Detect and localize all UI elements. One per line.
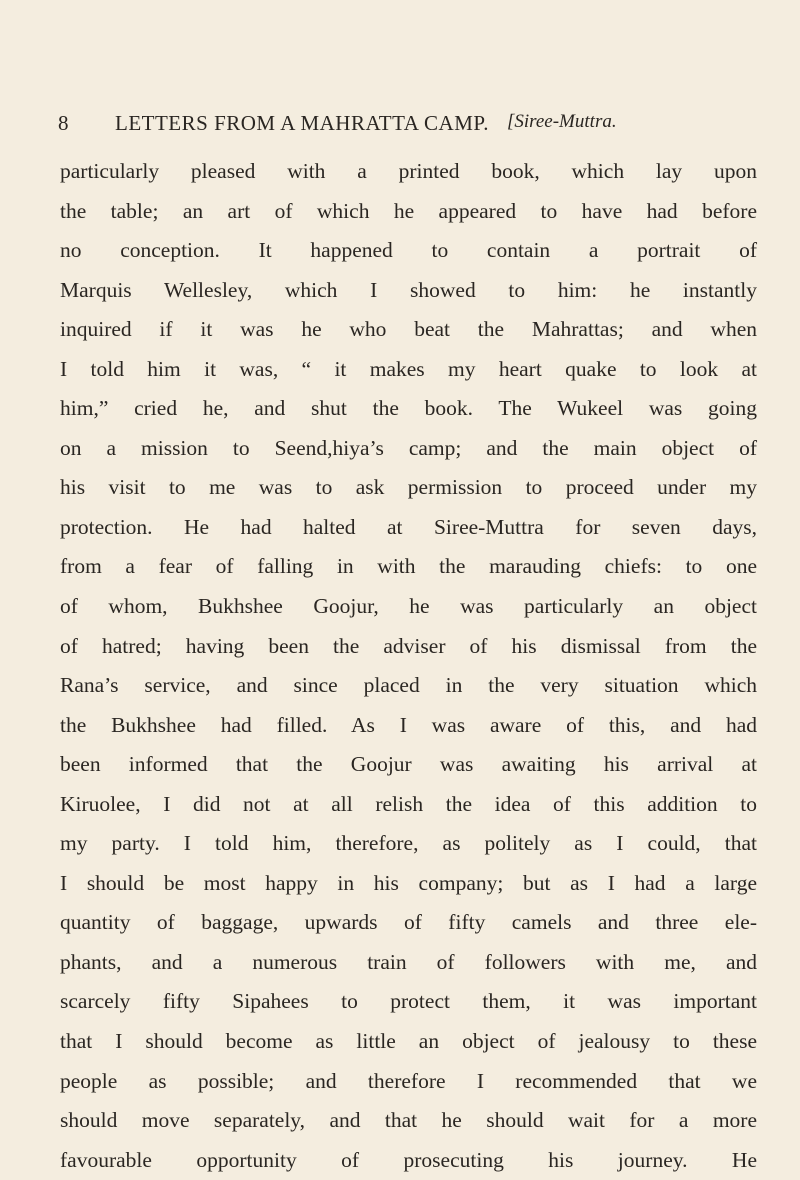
text-line: Marquis Wellesley, which I showed to him: he instantly [60, 277, 757, 302]
text-line: been informed that the Goojur was awaiting his arrival at [60, 752, 757, 777]
text-line: of hatred; having been the adviser of his dismissal from the [60, 633, 757, 658]
page-number: 8 [58, 111, 69, 135]
text-line: him,” cried he, and shut the book. The Wukeel was going [60, 396, 757, 421]
text-line: the table; an art of which he appeared to have had before [60, 198, 757, 223]
running-head [58, 111, 758, 141]
running-place: [Siree-Muttra. [507, 111, 617, 132]
text-line: inquired if it was he who beat the Mahrattas; and when [60, 317, 757, 342]
text-line: of whom, Bukhshee Goojur, he was particularly an object [60, 594, 757, 619]
text-line: that I should become as little an object of jealousy to these [60, 1029, 757, 1054]
text-line: favourable opportunity of prosecuting his journey. He [60, 1147, 757, 1172]
body-text [60, 152, 757, 1180]
text-line: people as possible; and therefore I recommended that we [60, 1068, 757, 1093]
text-line: quantity of baggage, upwards of fifty camels and three ele- [60, 910, 757, 935]
text-line: phants, and a numerous train of followers with me, and [60, 949, 757, 974]
text-line: should move separately, and that he should wait for a more [60, 1108, 757, 1133]
text-line: particularly pleased with a printed book, which lay upon [60, 159, 757, 183]
text-line: no conception. It happened to contain a portrait of [60, 238, 757, 263]
text-line: Kiruolee, I did not at all relish the idea of this addition to [60, 791, 757, 816]
text-line: on a mission to Seend,hiya’s camp; and the main object of [60, 435, 757, 460]
text-line: I told him it was, “ it makes my heart quake to look at [60, 356, 757, 381]
text-line: Rana’s service, and since placed in the very situation which [60, 673, 757, 698]
text-line: my party. I told him, therefore, as politely as I could, that [60, 831, 757, 856]
text-line: scarcely fifty Sipahees to protect them, it was important [60, 989, 757, 1014]
running-title: LETTERS FROM A MAHRATTA CAMP. [115, 111, 489, 135]
text-line: protection. He had halted at Siree-Muttra for seven days, [60, 514, 757, 539]
text-line: from a fear of falling in with the marauding chiefs: to one [60, 554, 757, 579]
text-line: the Bukhshee had filled. As I was aware of this, and had [60, 712, 757, 737]
text-line: his visit to me was to ask permission to proceed under my [60, 475, 757, 500]
text-line: I should be most happy in his company; but as I had a large [60, 870, 757, 895]
